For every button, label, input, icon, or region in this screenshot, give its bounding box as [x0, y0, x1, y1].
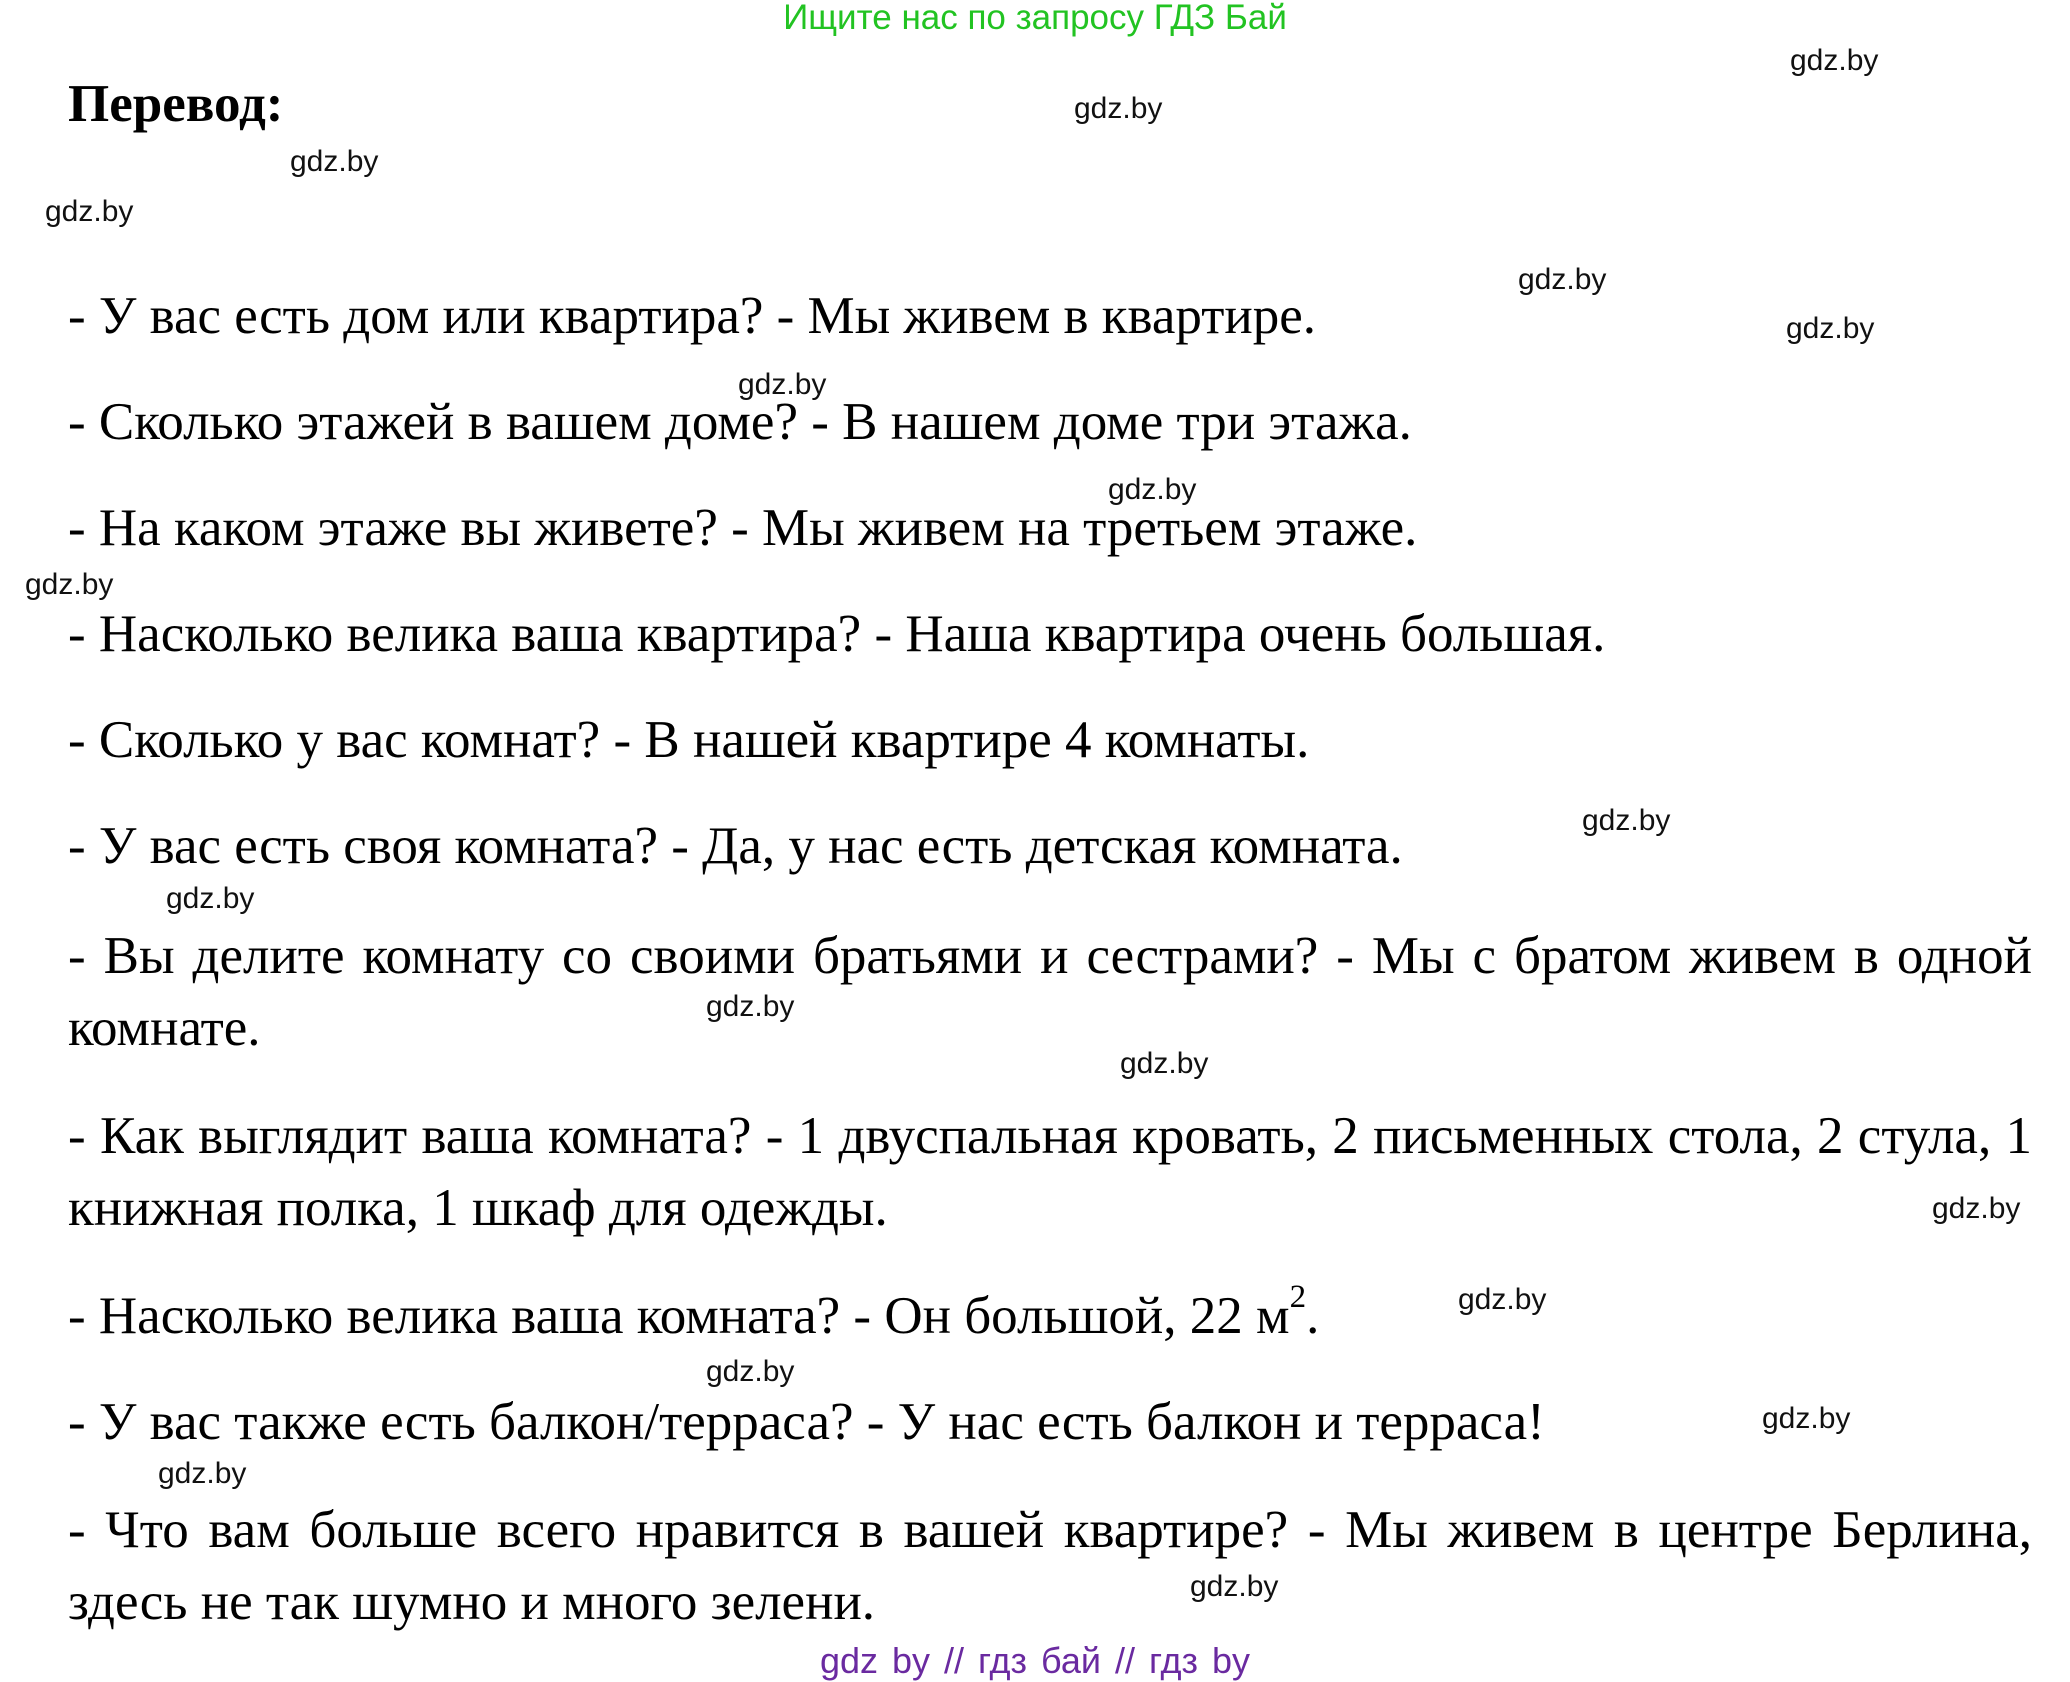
watermark: gdz.by [1190, 1570, 1279, 1603]
dialogue-line: - Насколько велика ваша квартира? - Наша квартира очень большая. [68, 605, 1606, 663]
watermark: gdz.by [1582, 804, 1671, 837]
watermark: gdz.by [25, 568, 114, 601]
watermark: gdz.by [158, 1457, 247, 1490]
watermark: gdz.by [706, 1355, 795, 1388]
watermark: gdz.by [1786, 312, 1875, 345]
page-title: Перевод: [68, 75, 284, 133]
watermark: gdz.by [166, 882, 255, 915]
watermark: gdz.by [1790, 44, 1879, 77]
dialogue-line: - Как выглядит ваша комната? - 1 двуспальная кровать, 2 письменных стола, 2 стула, 1 книжная полка, 1 шкаф для одежды. [68, 1107, 2032, 1237]
dialogue-text: - Насколько велика ваша комната? - Он большой, 22 м [68, 1287, 1290, 1345]
dialogue-line: - У вас также есть балкон/терраса? - У нас есть балкон и терраса! [68, 1393, 1545, 1451]
dialogue-line: - Сколько у вас комнат? - В нашей квартире 4 комнаты. [68, 711, 1310, 769]
watermark: gdz.by [1074, 92, 1163, 125]
top-banner: Ищите нас по запросу ГДЗ Бай [783, 0, 1287, 37]
period: . [1306, 1287, 1320, 1345]
watermark: gdz.by [45, 195, 134, 228]
watermark: gdz.by [738, 368, 827, 401]
footer-links: gdz by // гдз бай // гдз by [819, 1640, 1251, 1681]
dialogue-line: - У вас есть своя комната? - Да, у нас есть детская комната. [68, 817, 1403, 875]
dialogue-line: - Вы делите комнату со своими братьями и сестрами? - Мы с братом живем в одной комнате. [68, 927, 2032, 1057]
watermark: gdz.by [290, 145, 379, 178]
watermark: gdz.by [1108, 473, 1197, 506]
watermark: gdz.by [1120, 1047, 1209, 1080]
dialogue-line: - Что вам больше всего нравится в вашей квартире? - Мы живем в центре Берлина, здесь не так шумно и много зелени. [68, 1501, 2032, 1631]
watermark: gdz.by [1518, 263, 1607, 296]
dialogue-line [68, 1280, 2032, 1352]
dialogue-line: - Сколько этажей в вашем доме? - В нашем доме три этажа. [68, 393, 1412, 451]
watermark: gdz.by [706, 990, 795, 1023]
watermark: gdz.by [1458, 1283, 1547, 1316]
dialogue-line: - У вас есть дом или квартира? - Мы живем в квартире. [68, 287, 1317, 345]
dialogue-line: - На каком этаже вы живете? - Мы живем на третьем этаже. [68, 499, 1418, 557]
watermark: gdz.by [1932, 1192, 2021, 1225]
watermark: gdz.by [1762, 1402, 1851, 1435]
superscript-two: 2 [1289, 1279, 1307, 1315]
